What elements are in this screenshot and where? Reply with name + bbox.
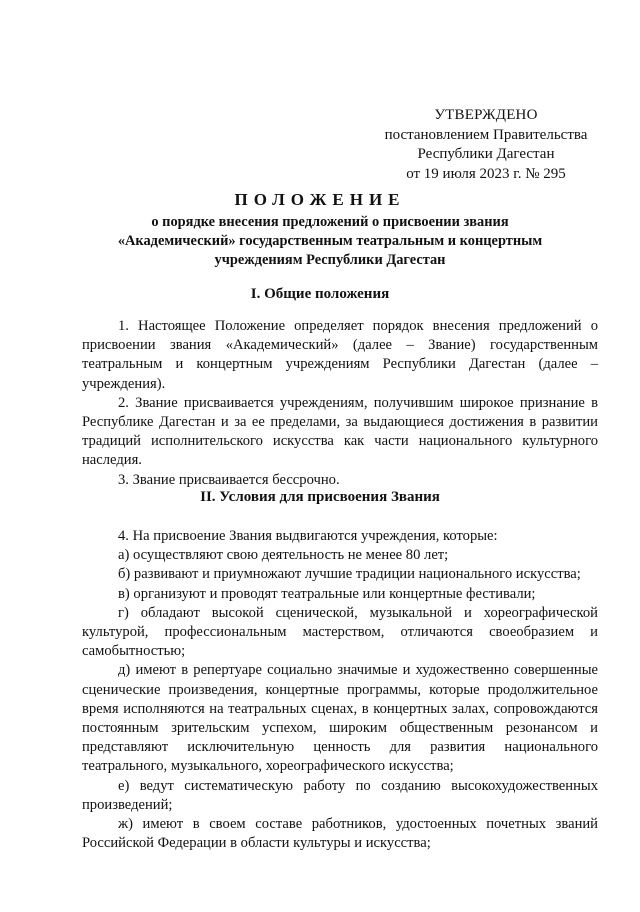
approval-date: от 19 июля 2023 г. № 295 bbox=[406, 165, 566, 182]
section-heading: I. Общие положения bbox=[250, 286, 390, 302]
document-subtitle: о порядке внесения предложений о присвоении звания «Академический» государственным театральным и концертным учреждениям Республики Дагестан bbox=[117, 214, 543, 268]
approval-line: постановлением Правительства bbox=[384, 126, 588, 143]
approval-line: Республики Дагестан bbox=[417, 146, 555, 162]
paragraph: 3. Звание присваивается бессрочно. bbox=[118, 471, 340, 488]
list-item: д) имеют в репертуаре социально значимые и художественно совершенные сценические произведения, концертные программы, которые продолжительное время исполняются на театральных сценах, в концертных залах, сопровождаются постоянным зрительским успехом, широким общественным резонансом и представляют исключительную ценность для развития национального театрального, музыкального, хореографического искусства; bbox=[82, 662, 598, 775]
list-item: ж) имеют в своем составе работников, удостоенных почетных званий Российской Федерации в области культуры и искусства; bbox=[82, 816, 598, 852]
section-heading: II. Условия для присвоения Звания bbox=[200, 489, 440, 505]
paragraph: 2. Звание присваивается учреждениям, получившим широкое признание в Республике Дагестан и за ее пределами, за выдающиеся достижения в развитии традиций исполнительского искусства как части национального культурного наследия. bbox=[82, 394, 598, 469]
section-body bbox=[82, 527, 598, 853]
list-item: е) ведут систематическую работу по созданию высокохудожественных произведений; bbox=[82, 777, 598, 813]
approval-title: УТВЕРЖДЕНО bbox=[434, 107, 538, 123]
list-item: а) осуществляют свою деятельность не менее 80 лет; bbox=[118, 547, 449, 564]
paragraph: 1. Настоящее Положение определяет порядок внесения предложений о присвоении звания «Академический» (далее – Звание) государственным театральным и концертным учреждениям Республики Дагестан (далее – учреждения). bbox=[82, 318, 598, 392]
approval-block bbox=[380, 106, 592, 184]
document-title: ПОЛОЖЕНИЕ bbox=[234, 190, 406, 209]
list-item: б) развивают и приумножают лучшие традиции национального искусства; bbox=[118, 566, 581, 583]
paragraph: 4. На присвоение Звания выдвигаются учреждения, которые: bbox=[118, 528, 498, 544]
list-item: г) обладают высокой сценической, музыкальной и хореографической культурой, профессиональным мастерством, отличаются своеобразием и самобытностью; bbox=[82, 604, 598, 660]
list-item: в) организуют и проводят театральные или концертные фестивали; bbox=[118, 585, 536, 602]
section-body bbox=[82, 317, 598, 490]
